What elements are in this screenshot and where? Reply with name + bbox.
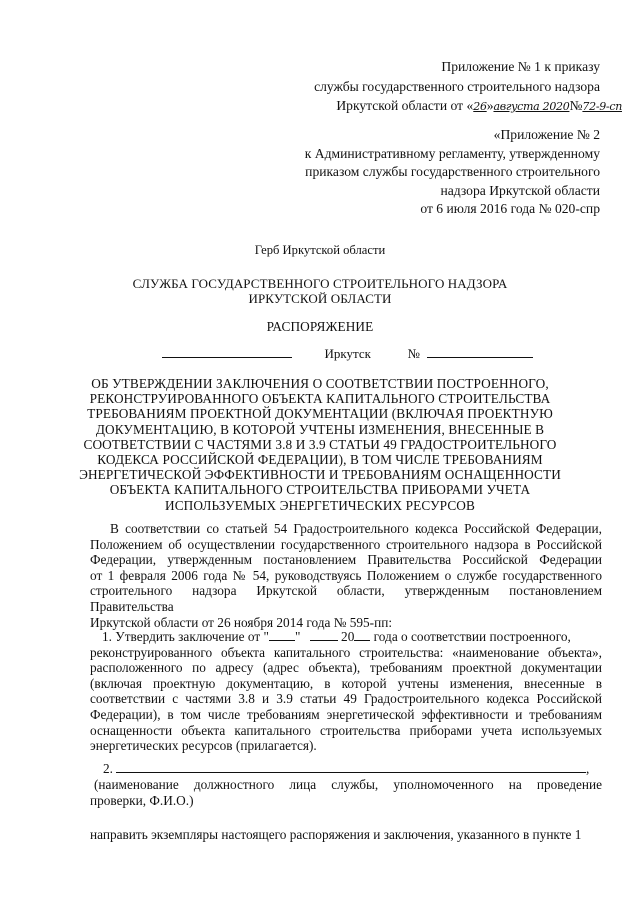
item-2-caption-line1: (наименование должностного лица службы, уполномоченного на проведение — [94, 777, 602, 792]
coat-of-arms-placeholder: Герб Иркутской области — [254, 243, 386, 257]
item-1-first-line: 1. Утвердить заключение от " " 20 года о соответствии построенного, — [102, 629, 571, 644]
regulation-appendix-header — [305, 126, 600, 219]
item-2-paragraph — [103, 761, 603, 777]
title-line: ТРЕБОВАНИЯМ ПРОЕКТНОЙ ДОКУМЕНТАЦИИ (ВКЛЮЧАЯ ПРОЕКТНУЮ — [87, 406, 553, 422]
agency-name-line2: ИРКУТСКОЙ ОБЛАСТИ — [248, 291, 392, 307]
order-appendix-line1: Приложение № 1 к приказу — [441, 59, 600, 74]
regulation-appendix-line3: приказом службы государственного строительного — [305, 164, 600, 180]
month-blank — [310, 629, 338, 641]
order-appendix-header — [314, 57, 622, 117]
document-title — [0, 376, 640, 513]
preamble-line: строительного надзора Иркутской области, утвержденным постановлением Правительства — [90, 583, 602, 614]
item-1-line: оснащенности объекта капитального строительства приборами учета используемых — [90, 722, 602, 738]
regulation-appendix-line5: от 6 июля 2016 года № 020-спр — [420, 201, 600, 217]
title-line: ОБ УТВЕРЖДЕНИИ ЗАКЛЮЧЕНИЯ О СООТВЕТСТВИИ ПОСТРОЕННОГО, — [91, 376, 549, 391]
year-blank — [354, 629, 370, 641]
item-1-line: (включая проектную документацию, в которой учтены изменения, внесенные в — [90, 675, 602, 691]
order-appendix-line3: Иркутской области от «26»августа 2020№72-9-сп — [336, 98, 622, 113]
preamble-paragraph — [90, 521, 602, 630]
item-1-lines — [90, 645, 602, 739]
item-1-last-line: энергетических ресурсов (прилагается). — [90, 738, 317, 754]
date-blank-line — [162, 346, 292, 358]
place-name: Иркутск — [324, 346, 371, 361]
item-1-line: Федерации), в том числе требованиям энергетической эффективности и требованиям — [90, 706, 602, 722]
preamble-lines — [90, 521, 602, 630]
regulation-appendix-line2: к Административному регламенту, утвержденному — [304, 145, 600, 161]
preamble-line: от 1 февраля 2006 года № 54, руководствуясь Положением о службе государственного — [90, 567, 602, 583]
number-sign: № — [407, 346, 420, 361]
handwritten-day: 26 — [473, 100, 487, 113]
regulation-appendix-line4: надзора Иркутской области — [440, 182, 600, 198]
item-2-caption — [90, 777, 602, 808]
date-place-number-row — [162, 346, 533, 362]
title-line: ИСПОЛЬЗУЕМЫХ ЭНЕРГЕТИЧЕСКИХ РЕСУРСОВ — [165, 497, 475, 513]
item-1-paragraph — [90, 629, 602, 754]
bottom-paragraph-line: направить экземпляры настоящего распоряжения и заключения, указанного в пункте 1 — [90, 827, 582, 842]
preamble-line: Федерации, утвержденным постановлением Правительства Российской Федерации — [90, 552, 602, 568]
handwritten-month-year: августа 2020 — [493, 100, 570, 113]
preamble-line: Положением об осуществлении государственного строительного надзора в Российской — [90, 536, 602, 552]
title-lines — [0, 376, 640, 513]
official-name-blank — [116, 761, 586, 773]
title-line: ДОКУМЕНТАЦИЮ, В КОТОРОЙ УЧТЕНЫ ИЗМЕНЕНИЯ, ВНЕСЕННЫЕ В — [95, 421, 545, 437]
item-1-line: реконструированного объекта капитального строительства: «наименование объекта», — [90, 644, 602, 660]
item-2-line: 2. , — [103, 761, 590, 776]
number-blank-line — [427, 346, 533, 358]
regulation-appendix-line1: «Приложение № 2 — [493, 127, 600, 142]
title-line: РЕКОНСТРУИРОВАННОГО ОБЪЕКТА КАПИТАЛЬНОГО СТРОИТЕЛЬСТВА — [89, 391, 551, 407]
day-blank — [269, 629, 295, 641]
item-1-line: расположенного по адресу (адрес объекта), требованиям проектной документации — [90, 660, 602, 676]
title-line: ОБЪЕКТА КАПИТАЛЬНОГО СТРОИТЕЛЬСТВА ПРИБОРАМИ УЧЕТА — [109, 482, 531, 498]
order-appendix-line2: службы государственного строительного надзора — [314, 78, 600, 94]
item-1-line: соответствии с частями 3.8 и 3.9 статьи 49 Градостроительного кодекса Российской — [90, 691, 602, 707]
item-2-caption-line2: проверки, Ф.И.О.) — [90, 792, 194, 808]
agency-name-line1: СЛУЖБА ГОСУДАРСТВЕННОГО СТРОИТЕЛЬНОГО НАДЗОРА — [132, 276, 508, 291]
title-line: СООТВЕТСТВИИ С ЧАСТЯМИ 3.8 И 3.9 СТАТЬИ 49 ГРАДОСТРОИТЕЛЬНОГО — [83, 436, 557, 452]
title-line: КОДЕКСА РОССИЙСКОЙ ФЕДЕРАЦИИ), В ТОМ ЧИСЛЕ ТРЕБОВАНИЯМ — [97, 452, 543, 468]
handwritten-number: 72-9-сп — [582, 100, 622, 113]
agency-name — [0, 276, 640, 306]
document-type: РАСПОРЯЖЕНИЕ — [266, 319, 374, 334]
preamble-line: Иркутской области от 26 ноября 2014 года № 595-пп: — [90, 614, 393, 630]
preamble-line: В соответствии со статьей 54 Градостроительного кодекса Российской Федерации, — [110, 521, 602, 536]
title-line: ЭНЕРГЕТИЧЕСКОЙ ЭФФЕКТИВНОСТИ И ТРЕБОВАНИЯМ ОСНАЩЕННОСТИ — [79, 467, 561, 483]
